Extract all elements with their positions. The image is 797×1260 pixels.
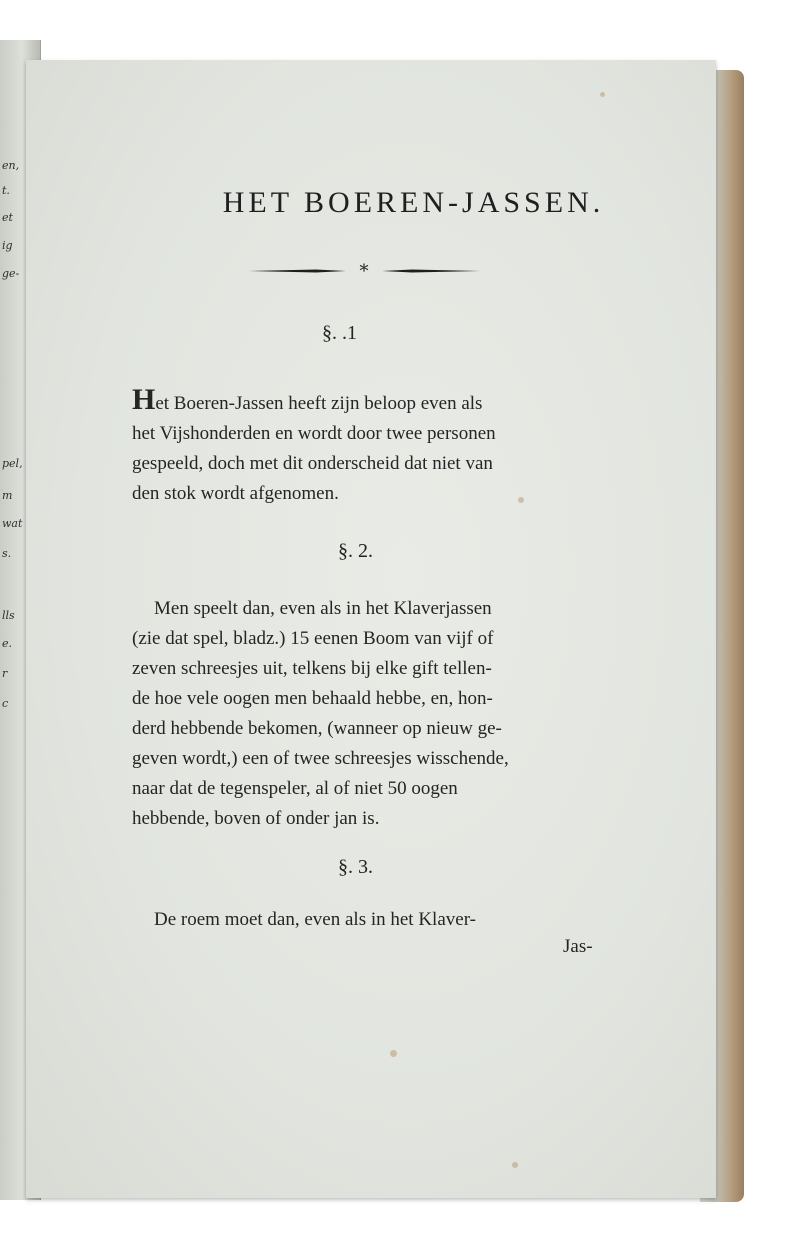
text-line: Men speelt dan, even als in het Klaverjassen <box>154 598 492 619</box>
text-line: (zie dat spel, bladz.) 15 eenen Boom van vijf of <box>132 628 494 649</box>
drop-cap: H <box>132 383 156 416</box>
paragraph-2 <box>132 594 509 834</box>
svg-text:*: * <box>359 262 369 280</box>
text-line: De roem moet dan, even als in het Klaver- <box>154 909 476 930</box>
text-line: het Vijshonderden en wordt door twee personen <box>132 423 496 444</box>
text-line: derd hebbende bekomen, (wanneer op nieuw ge- <box>132 718 502 739</box>
text-line: geven wordt,) een of twee schreesjes wisschende, <box>132 748 509 769</box>
foxing-spot <box>518 497 524 503</box>
foxing-spot <box>600 92 605 97</box>
ornament-divider <box>246 262 482 280</box>
left-fragment: ge- <box>2 267 20 280</box>
left-fragment: t. <box>2 184 10 197</box>
text-line: naar dat de tegenspeler, al of niet 50 oogen <box>132 778 458 799</box>
left-fragment: s. <box>2 547 12 560</box>
text-line: de hoe vele oogen men behaald hebbe, en, hon- <box>132 688 493 709</box>
left-fragment: lls <box>2 609 15 622</box>
text-line: hebbende, boven of onder jan is. <box>132 808 380 829</box>
text-line: den stok wordt afgenomen. <box>132 483 339 504</box>
left-fragment: en, <box>2 159 20 172</box>
text-line: et Boeren-Jassen heeft zijn beloop even als <box>155 393 483 414</box>
section-mark: §. .1 <box>322 322 357 344</box>
left-fragment: wat <box>2 517 23 530</box>
left-fragment: e. <box>2 637 13 650</box>
paragraph-3 <box>154 905 476 935</box>
left-fragment: et <box>2 211 13 224</box>
foxing-spot <box>512 1162 518 1168</box>
foxing-spot <box>390 1050 397 1057</box>
section-mark: §. 3. <box>338 856 373 878</box>
paragraph-1 <box>132 385 496 509</box>
left-fragment: pel, <box>2 457 23 470</box>
text-line: zeven schreesjes uit, telkens bij elke gift tellen- <box>132 658 492 679</box>
page-title: HET BOEREN-JASSEN. <box>222 186 605 219</box>
catchword: Jas- <box>563 936 593 957</box>
left-fragment: ig <box>2 239 13 252</box>
left-fragment: m <box>2 489 13 502</box>
left-fragment: c <box>2 697 9 710</box>
text-line: gespeeld, doch met dit onderscheid dat niet van <box>132 453 493 474</box>
section-mark: §. 2. <box>338 540 373 562</box>
left-fragment: r <box>2 667 8 680</box>
